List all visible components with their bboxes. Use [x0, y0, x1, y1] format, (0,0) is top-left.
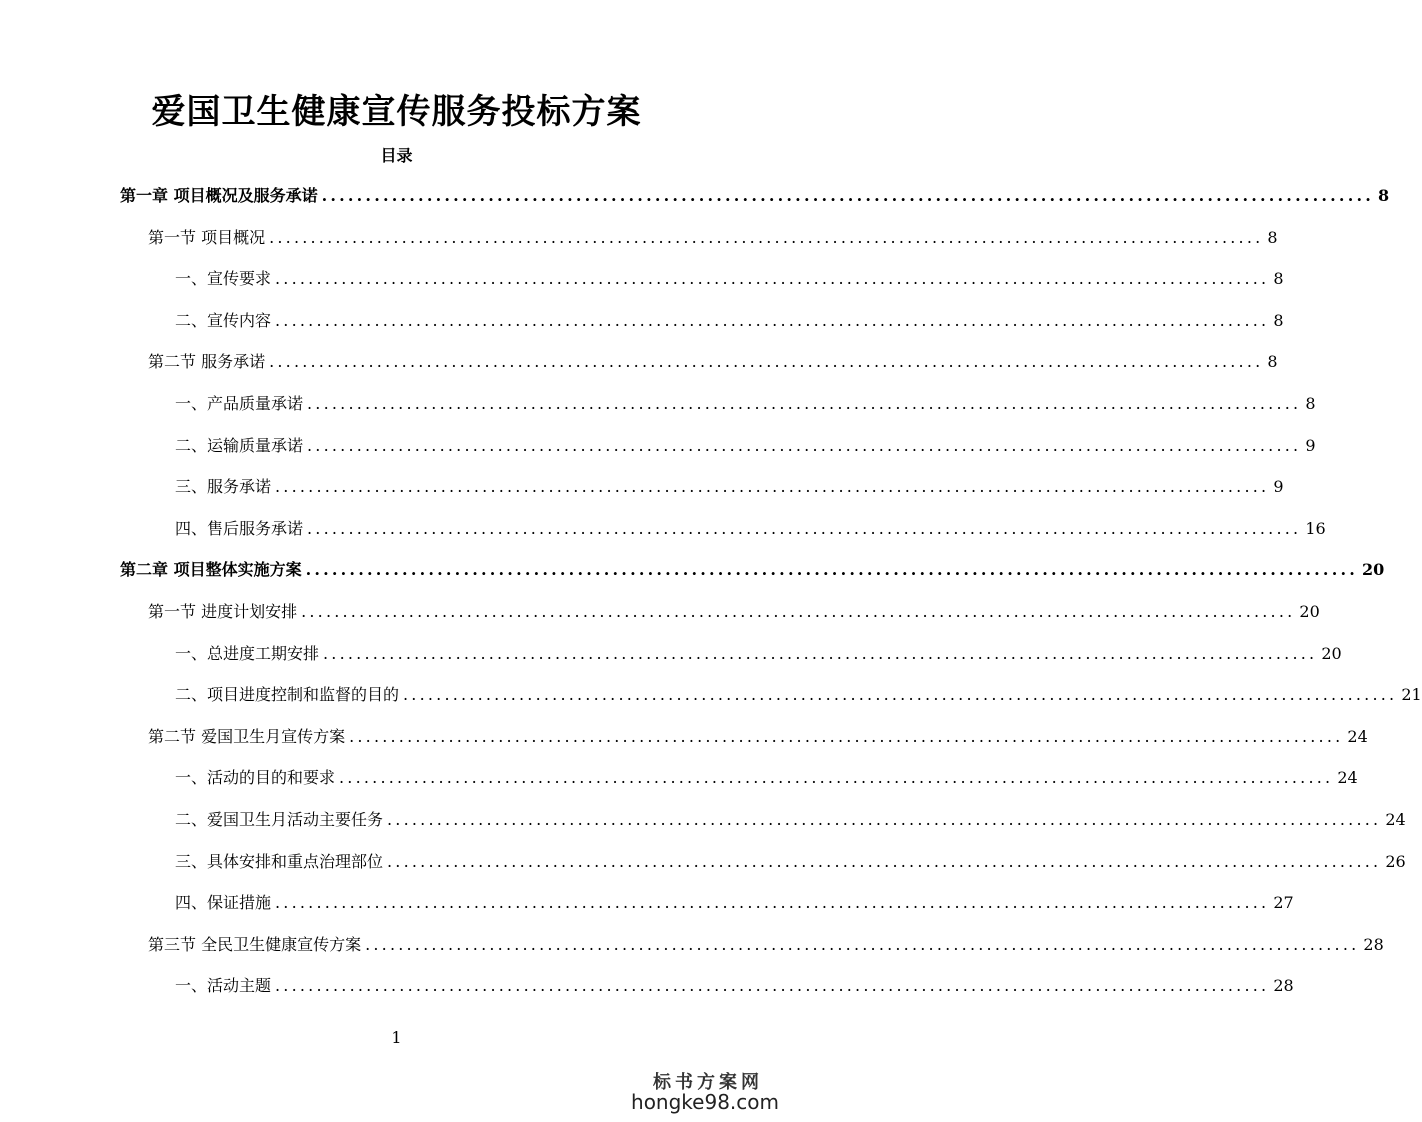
toc-entry-title: 二、项目进度控制和监督的目的 — [175, 685, 400, 705]
toc-entry[interactable] — [175, 808, 1406, 832]
toc-leader-dots: ........................................................................................................................ — [275, 976, 1270, 996]
toc-entry[interactable] — [175, 850, 1406, 874]
toc-leader-dots: ........................................................................................................................ — [323, 643, 1318, 663]
toc-leader-dots: ........................................................................................................................ — [301, 602, 1296, 621]
toc-entry[interactable] — [175, 766, 1358, 790]
toc-entry[interactable] — [175, 683, 1422, 707]
toc-leader-dots: ........................................................................................................................ — [275, 477, 1270, 497]
toc-entry-title: 第一节 进度计划安排 — [148, 602, 298, 621]
toc-entry-page: 28 — [1363, 934, 1384, 954]
toc-entry-page: 26 — [1385, 851, 1406, 871]
toc-leader-dots: ........................................................................................................................ — [321, 186, 1375, 205]
toc-entry-page: 20 — [1299, 602, 1320, 621]
toc-entry-page: 8 — [1273, 269, 1284, 289]
toc-entry-page: 20 — [1362, 560, 1385, 580]
toc-entry[interactable] — [148, 600, 1320, 624]
toc-entry-title: 一、活动主题 — [175, 976, 272, 996]
toc-entry-page: 9 — [1273, 477, 1284, 497]
toc-entry[interactable] — [175, 475, 1284, 499]
toc-entry[interactable] — [148, 933, 1384, 957]
toc-entry-title: 一、总进度工期安排 — [175, 643, 320, 663]
toc-entry-page: 27 — [1273, 893, 1294, 913]
document-title: 爱国卫生健康宣传服务投标方案 — [151, 92, 642, 132]
toc-entry-title: 第一章 项目概况及服务承诺 — [120, 186, 318, 205]
toc-leader-dots: ........................................................................................................................ — [307, 394, 1302, 413]
toc-heading: 目录 — [380, 146, 413, 165]
toc-leader-dots: ........................................................................................................................ — [275, 310, 1270, 330]
toc-entry-title: 三、服务承诺 — [175, 477, 272, 497]
toc-entry-title: 第三节 全民卫生健康宣传方案 — [148, 934, 362, 954]
toc-leader-dots: ........................................................................................................................ — [387, 851, 1382, 871]
watermark-url: hongke98.com — [631, 1090, 779, 1114]
toc-entry-title: 第一节 项目概况 — [148, 227, 266, 247]
toc-entry[interactable] — [175, 517, 1326, 541]
toc-entry-page: 8 — [1267, 352, 1278, 372]
toc-entry[interactable] — [175, 309, 1284, 333]
toc-entry-title: 二、爱国卫生月活动主要任务 — [175, 810, 384, 829]
toc-entry-title: 三、具体安排和重点治理部位 — [175, 851, 384, 871]
toc-leader-dots: ........................................................................................................................ — [339, 768, 1334, 788]
toc-entry-page: 9 — [1305, 435, 1316, 455]
toc-entry-page: 8 — [1273, 310, 1284, 330]
toc-entry[interactable] — [175, 434, 1316, 458]
toc-leader-dots: ........................................................................................................................ — [269, 227, 1264, 247]
toc-entry-title: 一、产品质量承诺 — [175, 394, 304, 413]
toc-entry-page: 21 — [1401, 685, 1422, 705]
page-number: 1 — [391, 1028, 402, 1047]
toc-entry[interactable] — [175, 891, 1294, 915]
toc-entry[interactable] — [120, 558, 1385, 582]
toc-entry-title: 二、宣传内容 — [175, 310, 272, 330]
toc-leader-dots: ........................................................................................................................ — [305, 560, 1359, 580]
toc-entry-page: 8 — [1378, 186, 1390, 205]
toc-entry-page: 24 — [1385, 810, 1406, 829]
toc-entry[interactable] — [175, 392, 1316, 416]
toc-entry[interactable] — [148, 725, 1368, 749]
toc-entry-title: 二、运输质量承诺 — [175, 435, 304, 455]
toc-entry[interactable] — [175, 267, 1284, 291]
toc-entry-page: 8 — [1305, 394, 1316, 413]
toc-leader-dots: ........................................................................................................................ — [275, 893, 1270, 913]
toc-leader-dots: ........................................................................................................................ — [307, 518, 1302, 538]
toc-leader-dots: ........................................................................................................................ — [307, 435, 1302, 455]
toc-entry[interactable] — [148, 350, 1278, 374]
toc-entry-page: 16 — [1305, 518, 1326, 538]
toc-entry[interactable] — [175, 642, 1342, 666]
toc-leader-dots: ........................................................................................................................ — [365, 934, 1360, 954]
toc-entry-title: 第二节 爱国卫生月宣传方案 — [148, 726, 346, 746]
toc-entry[interactable] — [175, 974, 1294, 998]
toc-entry[interactable] — [148, 226, 1278, 250]
toc-leader-dots: ........................................................................................................................ — [275, 269, 1270, 289]
toc-entry[interactable] — [120, 184, 1390, 208]
toc-entry-page: 28 — [1273, 976, 1294, 996]
toc-entry-title: 第二章 项目整体实施方案 — [120, 560, 302, 580]
toc-entry-page: 8 — [1267, 227, 1278, 247]
toc-entry-page: 20 — [1321, 643, 1342, 663]
toc-entry-page: 24 — [1337, 768, 1358, 788]
toc-leader-dots: ........................................................................................................................ — [269, 352, 1264, 372]
toc-entry-page: 24 — [1347, 726, 1368, 746]
toc-entry-title: 一、活动的目的和要求 — [175, 768, 336, 788]
watermark-logo-text: 标书方案网 — [653, 1072, 763, 1093]
toc-entry-title: 四、保证措施 — [175, 893, 272, 913]
toc-leader-dots: ........................................................................................................................ — [403, 685, 1398, 705]
toc-entry-title: 四、售后服务承诺 — [175, 518, 304, 538]
toc-leader-dots: ........................................................................................................................ — [349, 726, 1344, 746]
toc-leader-dots: ........................................................................................................................ — [387, 810, 1382, 829]
toc-entry-title: 一、宣传要求 — [175, 269, 272, 289]
toc-entry-title: 第二节 服务承诺 — [148, 352, 266, 372]
